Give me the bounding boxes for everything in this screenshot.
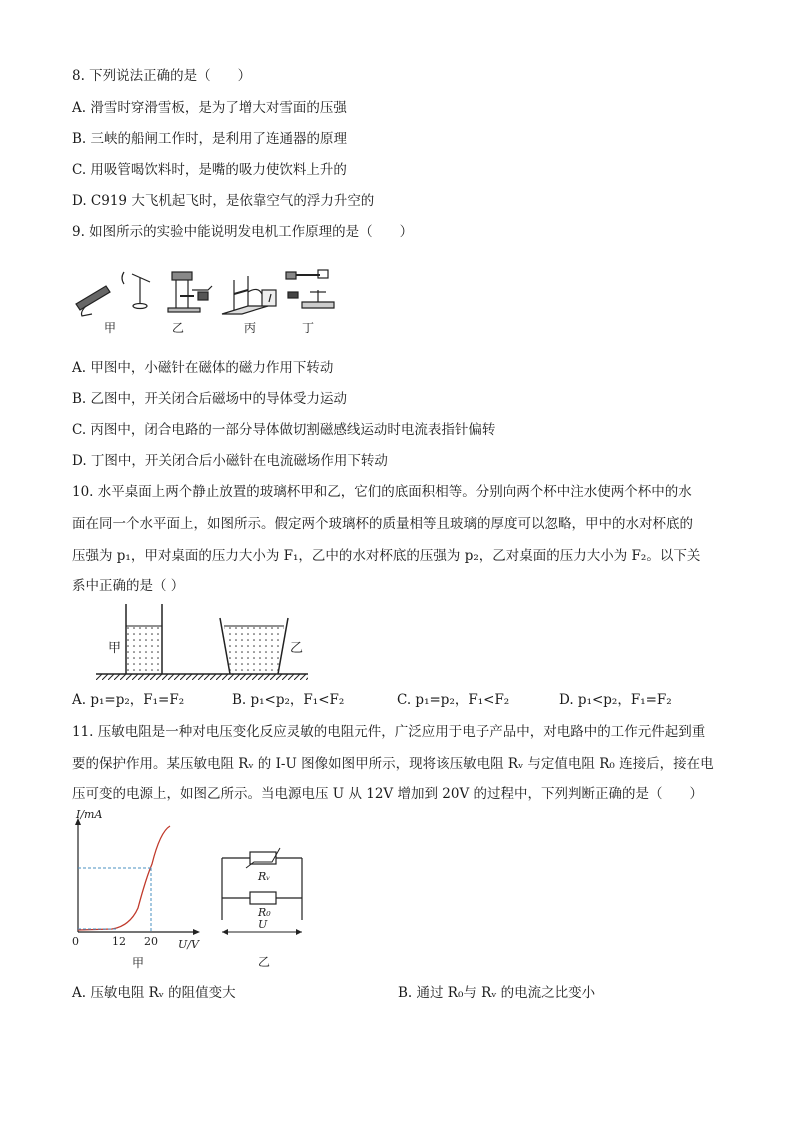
graph-x-label: U/V	[178, 938, 199, 951]
q11-option-b: B. 通过 R₀与 Rᵥ 的电流之比变小	[398, 985, 596, 1001]
figure-ding-oersted-setup	[286, 270, 334, 308]
q10-line-1: 10. 水平桌面上两个静止放置的玻璃杯甲和乙，它们的底面积相等。分别向两个杯中注水使两个杯中的水	[72, 484, 692, 500]
q10-line-3: 压强为 p₁，甲对桌面的压力大小为 F₁，乙中的水对杯底的压强为 p₂，乙对桌面的压力大小为 F₂。以下关	[72, 548, 701, 564]
q9-option-c: C. 丙图中，闭合电路的一部分导体做切割磁感线运动时电流表指针偏转	[72, 422, 496, 438]
q10-options-row	[72, 690, 724, 710]
q8-option-c: C. 用吸管喝饮料时，是嘴的吸力使饮料上升的	[72, 162, 347, 178]
graph-x-tick-12: 12	[112, 935, 126, 948]
resistor-r0	[250, 892, 276, 904]
cup-label-jia: 甲	[108, 641, 122, 656]
figure-jia-magnet-compass	[76, 272, 150, 316]
circuit-u-label: U	[258, 918, 268, 931]
fig-label-jia: 甲	[104, 321, 117, 335]
graph-origin: 0	[72, 935, 79, 948]
q10-option-b: B. p₁<p₂，F₁<F₂	[232, 692, 345, 708]
figure-yi-motor-setup	[168, 272, 212, 312]
q10-line-2: 面在同一个水平面上，如图所示。假定两个玻璃杯的质量相等且玻璃的厚度可以忽略，甲中的水对杯底的	[72, 516, 693, 532]
cup-label-yi: 乙	[290, 641, 304, 656]
q8-stem: 8. 下列说法正确的是（ ）	[72, 68, 252, 84]
q10-line-4: 系中正确的是（ ）	[72, 578, 185, 594]
circuit-rv-label: Rᵥ	[258, 870, 271, 883]
graph-y-label: I/mA	[76, 808, 103, 821]
circuit-caption: 乙	[258, 955, 271, 969]
q8-option-b: B. 三峡的船闸工作时，是利用了连通器的原理	[72, 131, 348, 147]
q9-experiment-figures	[72, 262, 352, 342]
graph-caption: 甲	[132, 956, 145, 970]
q11-circuit-diagram	[214, 846, 310, 972]
q10-option-d: D. p₁<p₂，F₁=F₂	[559, 692, 672, 708]
q11-option-a: A. 压敏电阻 Rᵥ 的阻值变大	[72, 985, 236, 1001]
cup-yi-water	[224, 626, 284, 674]
fig-label-yi: 乙	[172, 321, 185, 335]
fig-label-bing: 丙	[244, 321, 257, 335]
q11-options-row	[72, 983, 724, 1003]
q11-line-3: 压可变的电源上，如图乙所示。当电源电压 U 从 12V 增加到 20V 的过程中，下列判断正确的是（ ）	[72, 786, 703, 802]
q8-option-d: D. C919 大飞机起飞时，是依靠空气的浮力升空的	[72, 193, 375, 209]
graph-x-tick-20: 20	[144, 935, 158, 948]
q10-option-a: A. p₁=p₂，F₁=F₂	[72, 692, 185, 708]
circuit-r0-label: R₀	[258, 906, 271, 919]
q9-option-b: B. 乙图中，开关闭合后磁场中的导体受力运动	[72, 391, 348, 407]
q8-option-a: A. 滑雪时穿滑雪板，是为了增大对雪面的压强	[72, 100, 347, 116]
graph-iu-curve	[78, 826, 170, 930]
q11-line-1: 11. 压敏电阻是一种对电压变化反应灵敏的电阻元件，广泛应用于电子产品中，对电路中的工作元件起到重	[72, 724, 706, 740]
cup-jia-water	[126, 626, 162, 674]
q10-glass-cups-figure	[96, 602, 318, 684]
q11-line-2: 要的保护作用。某压敏电阻 Rᵥ 的 I-U 图像如图甲所示，现将该压敏电阻 Rᵥ 与定值电阻 R₀ 连接后，接在电	[72, 756, 714, 772]
q9-option-d: D. 丁图中，开关闭合后小磁针在电流磁场作用下转动	[72, 453, 388, 469]
q9-stem: 9. 如图所示的实验中能说明发电机工作原理的是（ ）	[72, 224, 414, 240]
figure-bing-generator-setup	[222, 276, 276, 314]
fig-label-ding: 丁	[302, 321, 315, 335]
q11-iu-graph	[72, 808, 212, 972]
q9-option-a: A. 甲图中，小磁针在磁体的磁力作用下转动	[72, 360, 334, 376]
q10-option-c: C. p₁=p₂，F₁<F₂	[397, 692, 510, 708]
